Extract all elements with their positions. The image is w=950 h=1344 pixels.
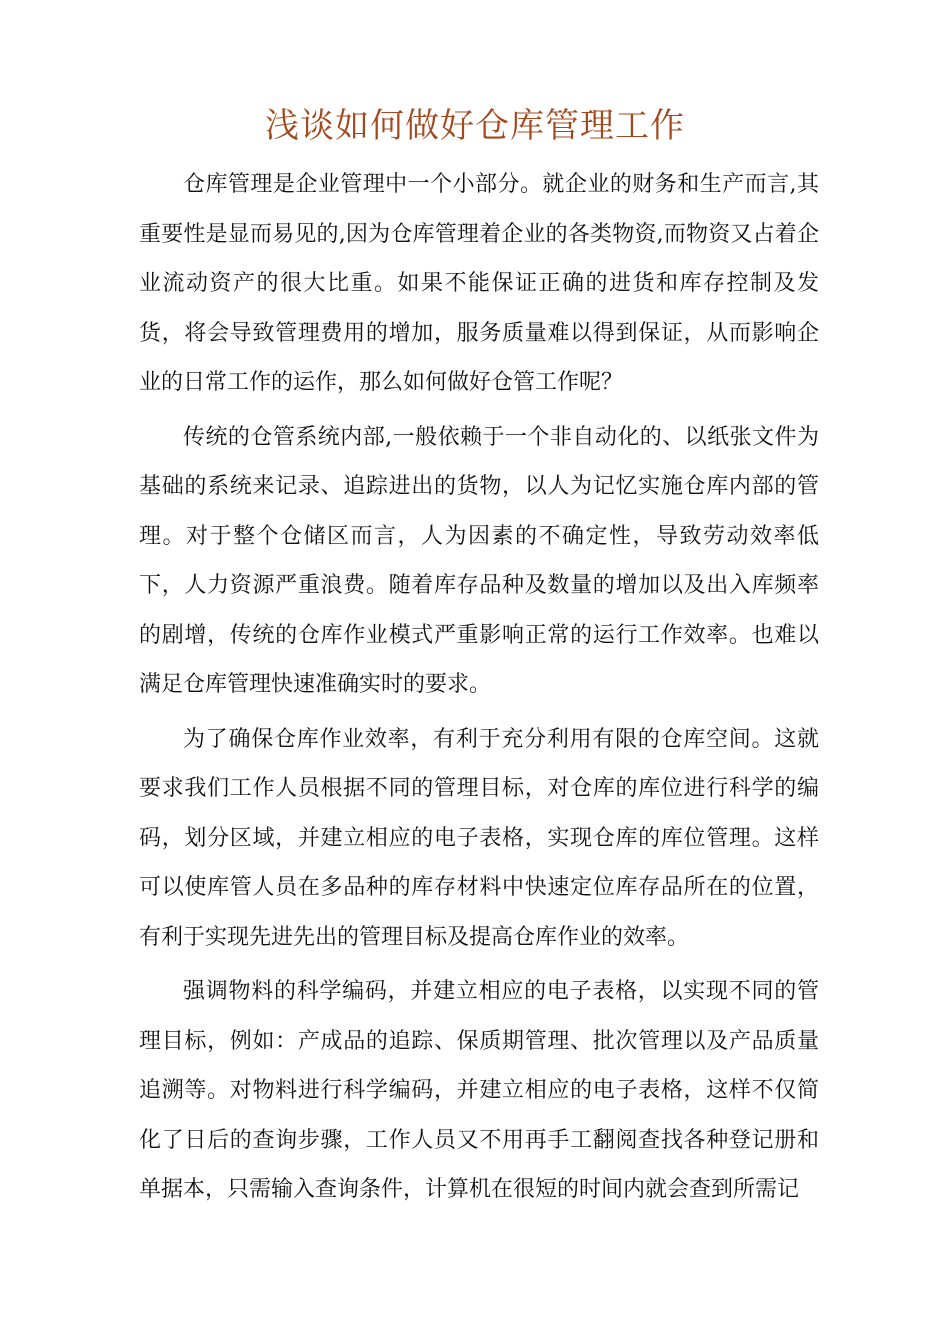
document-title: 浅谈如何做好仓库管理工作 xyxy=(265,106,685,146)
document-body xyxy=(139,160,819,1220)
paragraph-4: 强调物料的科学编码，并建立相应的电子表格，以实现不同的管理目标，例如：产成品的追踪、保质期管理、批次管理以及产品质量追溯等。对物料进行科学编码，并建立相应的电子表格，这样不仅简化了日后的查询步骤，工作人员又不用再手工翻阅查找各种登记册和单据本，只需输入查询条件，计算机在很短的时间内就会查到所需记 xyxy=(139,979,819,1202)
paragraph-1: 仓库管理是企业管理中一个小部分。就企业的财务和生产而言,其重要性是显而易见的,因为仓库管理着企业的各类物资,而物资又占着企业流动资产的很大比重。如果不能保证正确的进货和库存控制及发货，将会导致管理费用的增加，服务质量难以得到保证，从而影响企业的日常工作的运作，那么如何做好仓管工作呢？ xyxy=(139,172,819,395)
paragraph-3: 为了确保仓库作业效率，有利于充分利用有限的仓库空间。这就要求我们工作人员根据不同的管理目标，对仓库的库位进行科学的编码，划分区域，并建立相应的电子表格，实现仓库的库位管理。这样可以使库管人员在多品种的库存材料中快速定位库存品所在的位置，有利于实现先进先出的管理目标及提高仓库作业的效率。 xyxy=(139,726,819,950)
paragraph-2: 传统的仓管系统内部,一般依赖于一个非自动化的、以纸张文件为基础的系统来记录、追踪进出的货物，以人为记忆实施仓库内部的管理。对于整个仓储区而言，人为因素的不确定性，导致劳动效率低下，人力资源严重浪费。随着库存品种及数量的增加以及出入库频率的剧增，传统的仓库作业模式严重影响正常的运行工作效率。也难以满足仓库管理快速准确实时的要求。 xyxy=(139,424,819,697)
